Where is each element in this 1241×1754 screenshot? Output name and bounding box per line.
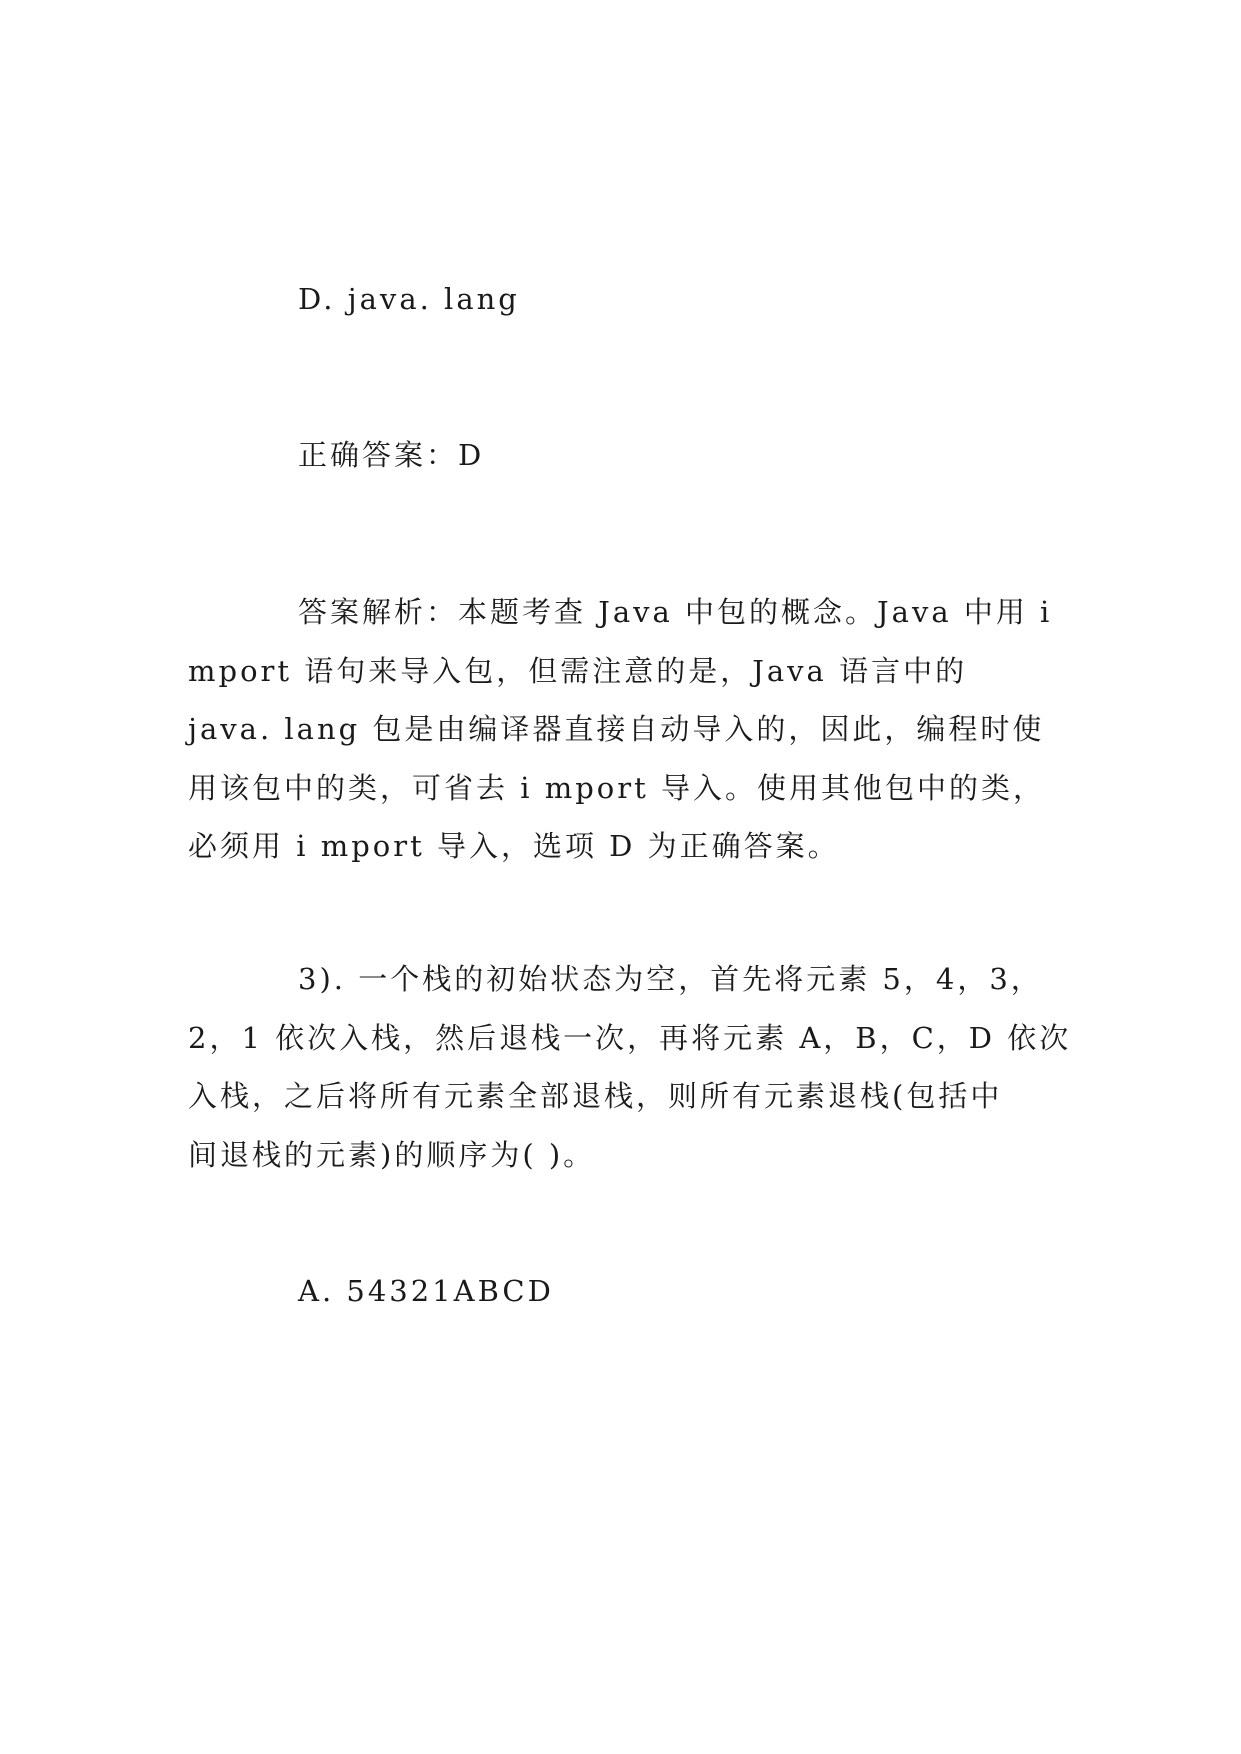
question-3	[188, 950, 1072, 1184]
explanation-line: 答案解析：本题考查 Java 中包的概念。Java 中用 i	[298, 595, 1053, 629]
answer-explanation	[188, 583, 1068, 876]
option-d-text: D. java. lang	[298, 282, 520, 316]
explanation-line: 必须用 i mport 导入，选项 D 为正确答案。	[188, 829, 840, 863]
question-line: 2，1 依次入栈，然后退栈一次，再将元素 A，B，C，D 依次	[188, 1020, 1072, 1055]
option-a-text: A. 54321ABCD	[298, 1274, 554, 1308]
explanation-line: 用该包中的类，可省去 i mport 导入。使用其他包中的类，	[188, 770, 1045, 805]
question-line: 入栈，之后将所有元素全部退栈，则所有元素退栈(包括中	[188, 1079, 1003, 1113]
explanation-line: mport 语句来导入包，但需注意的是，Java 语言中的	[188, 653, 968, 688]
explanation-line: java. lang 包是由编译器直接自动导入的，因此，编程时使	[188, 712, 1045, 746]
correct-answer-text: 正确答案：D	[298, 438, 485, 472]
question-line: 3). 一个栈的初始状态为空，首先将元素 5，4，3，	[298, 962, 1043, 996]
question-line: 间退栈的元素)的顺序为( )。	[188, 1137, 596, 1172]
